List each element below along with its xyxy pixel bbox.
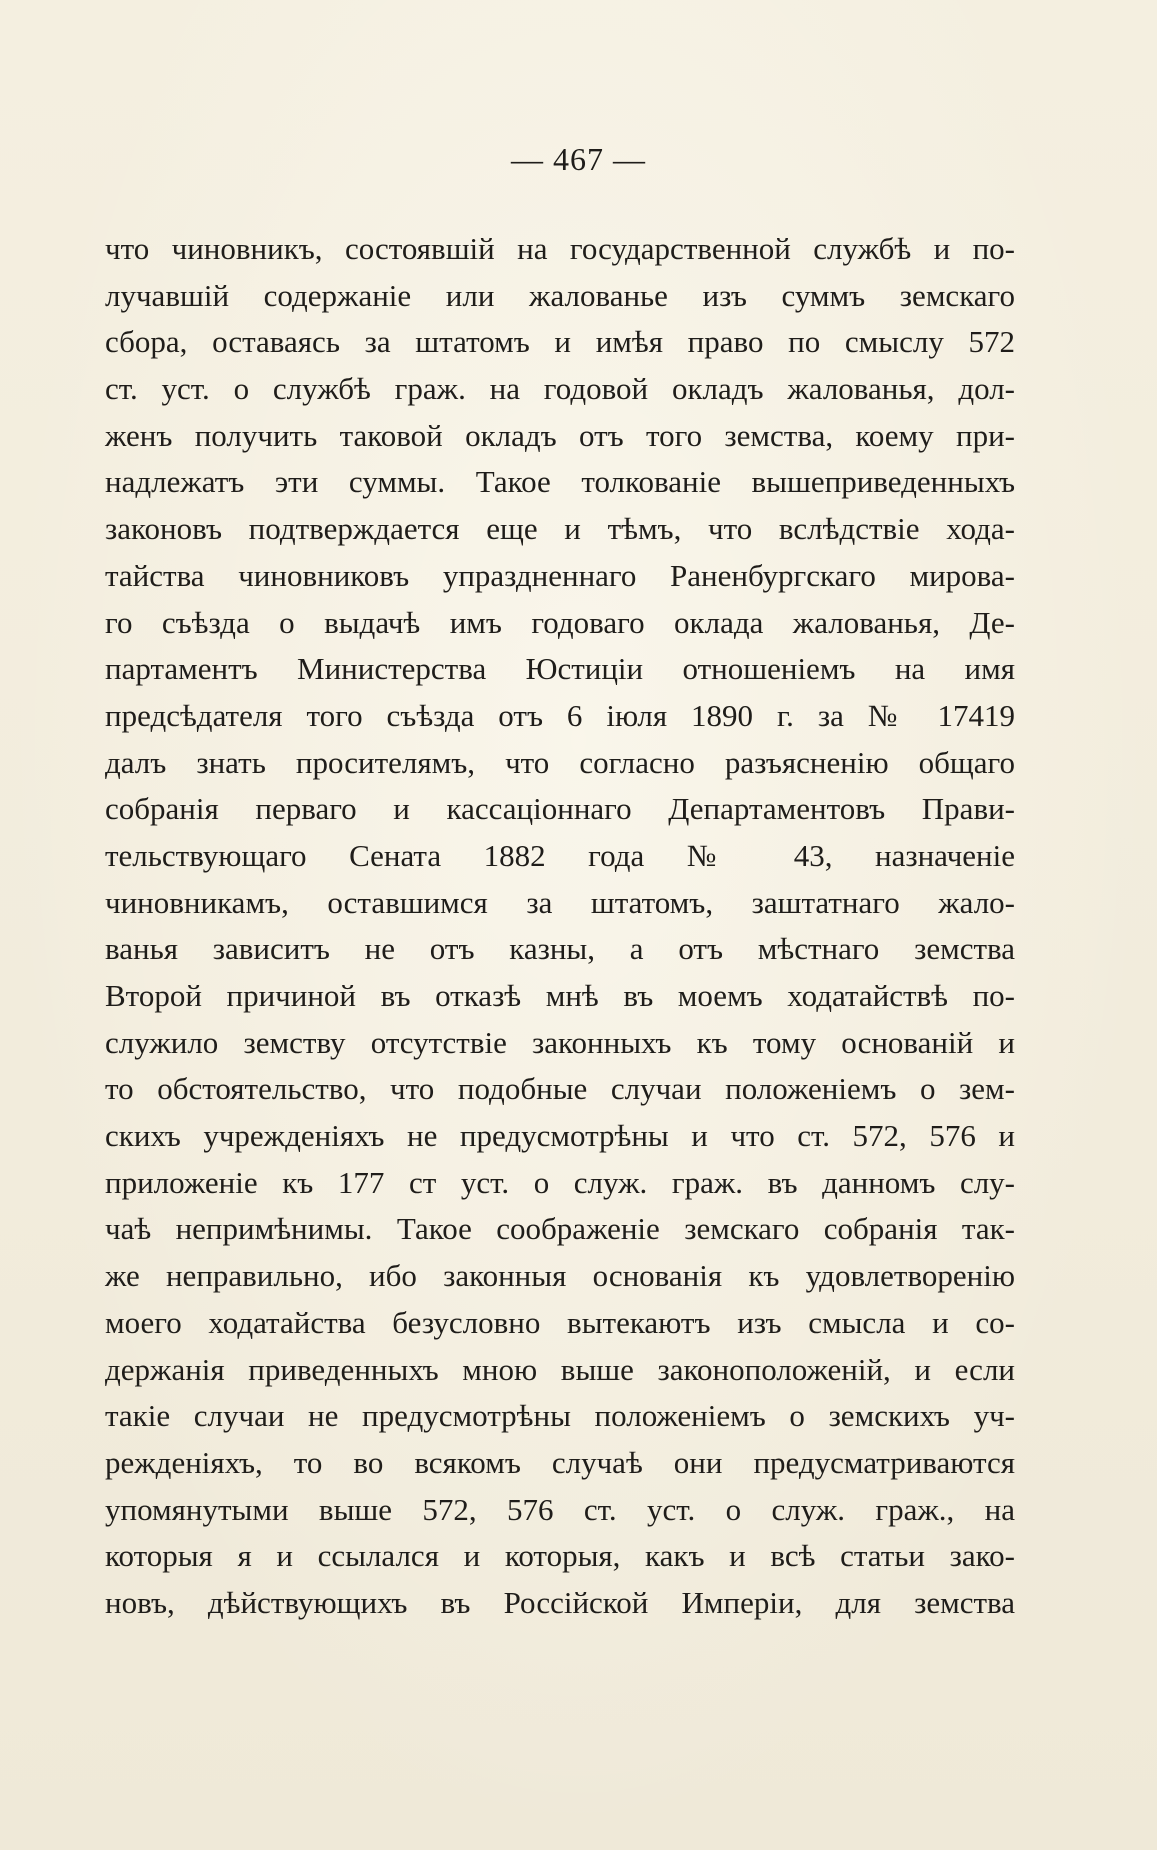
text-line: приложеніе къ 177 ст уст. о служ. граж. въ данномъ слу-	[105, 1164, 1015, 1200]
text-line: предсѣдателя того съѣзда отъ 6 іюля 1890 г. за № 17419	[105, 697, 1015, 733]
text-line: надлежатъ эти суммы. Такое толкованіе вышеприведенныхъ	[105, 464, 1015, 500]
text-line: законовъ подтверждается еще и тѣмъ, что вслѣдствіе хода-	[105, 511, 1015, 547]
text-line: держанія приведенныхъ мною выше законоположеній, и если	[105, 1351, 1015, 1387]
text-line: тельствующаго Сената 1882 года № 43, назначеніе	[105, 837, 1015, 873]
text-line: режденіяхъ, то во всякомъ случаѣ они предусматриваются	[105, 1444, 1015, 1480]
text-line: женъ получить таковой окладъ отъ того земства, коему при-	[105, 417, 1015, 453]
text-line: лучавшій содержаніе или жалованье изъ суммъ земскаго	[105, 277, 1015, 313]
text-line: чаѣ непримѣнимы. Такое соображеніе земскаго собранія так-	[105, 1211, 1015, 1247]
text-line: моего ходатайства безусловно вытекаютъ изъ смысла и со-	[105, 1304, 1015, 1340]
text-line: партаментъ Министерства Юстиціи отношеніемъ на имя	[105, 651, 1015, 687]
text-line: тайства чиновниковъ упраздненнаго Раненбургскаго мирова-	[105, 557, 1015, 593]
body-text	[105, 226, 1015, 1627]
text-line: же неправильно, ибо законныя основанія къ удовлетворенію	[105, 1258, 1015, 1294]
text-line: далъ знать просителямъ, что согласно разъясненію общаго	[105, 744, 1015, 780]
text-line: что чиновникъ, состоявшій на государственной службѣ и по-	[105, 231, 1015, 266]
text-line: чиновникамъ, оставшимся за штатомъ, заштатнаго жало-	[105, 884, 1015, 920]
text-line: то обстоятельство, что подобные случаи положеніемъ о зем-	[105, 1071, 1015, 1107]
text-line: сбора, оставаясь за штатомъ и имѣя право по смыслу 572	[105, 324, 1015, 360]
text-line: новъ, дѣйствующихъ въ Россійской Имперіи, для земства	[105, 1584, 1015, 1620]
text-line: служило земству отсутствіе законныхъ къ тому основаній и	[105, 1024, 1015, 1060]
text-line: ст. уст. о службѣ граж. на годовой окладъ жалованья, дол-	[105, 371, 1015, 407]
text-line: го съѣзда о выдачѣ имъ годоваго оклада жалованья, Де-	[105, 604, 1015, 640]
page-number: — 467 —	[511, 141, 646, 177]
text-line: упомянутыми выше 572, 576 ст. уст. о служ. граж., на	[105, 1491, 1015, 1527]
text-line: собранія перваго и кассаціоннаго Департаментовъ Прави-	[105, 791, 1015, 827]
text-line: ванья зависитъ не отъ казны, а отъ мѣстнаго земства	[105, 931, 1015, 967]
text-line: скихъ учрежденіяхъ не предусмотрѣны и что ст. 572, 576 и	[105, 1118, 1015, 1154]
text-line: которыя я и ссылался и которыя, какъ и всѣ статьи зако-	[105, 1538, 1015, 1574]
text-line: такіе случаи не предусмотрѣны положеніемъ о земскихъ уч-	[105, 1398, 1015, 1434]
text-line: Второй причиной въ отказѣ мнѣ въ моемъ ходатайствѣ по-	[105, 978, 1015, 1013]
